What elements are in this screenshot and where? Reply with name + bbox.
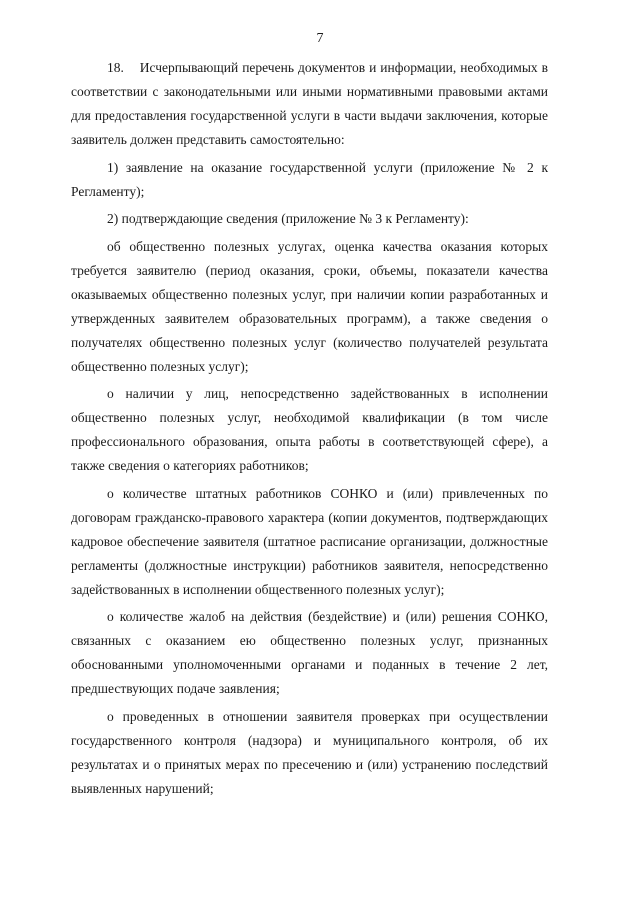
- paragraph-complaints: о количестве жалоб на действия (бездействие) и (или) решения СОНКО, связанных с оказанием ею общественно полезных услуг, признанных обоснованными уполномоченными органами и поданных в течение 2 лет, предшествующих подаче заявления;: [71, 609, 548, 696]
- paragraph-qualification: о наличии у лиц, непосредственно задействованных в исполнении общественно полезных услуг, необходимой квалификации (в том числе профессионального образования, опыта работы в соответствующей сфере), а также сведения о категориях работников;: [71, 386, 548, 473]
- paragraph-confirming-info: 2) подтверждающие сведения (приложение № 3 к Регламенту):: [107, 211, 469, 226]
- paragraph-item-18: 18. Исчерпывающий перечень документов и информации, необходимых в соответствии с законодательными или иными нормативными правовыми актами для предоставления государственной услуги в части выдачи заключения, которые заявитель должен представить самостоятельно:: [71, 60, 548, 147]
- paragraph-inspections: о проведенных в отношении заявителя проверках при осуществлении государственного контроля (надзора) и муниципального контроля, об их результатах и о принятых мерах по пресечению и (или) устранению последствий выявленных нарушений;: [71, 708, 548, 796]
- paragraph-useful-services: об общественно полезных услугах, оценка качества оказания которых требуется заявителю (период оказания, сроки, объемы, показатели качества оказываемых общественно полезных услуг, при наличии копии разработанных и утвержденных заявителем образовательных программ), а также сведения о получателях общественно полезных услуг (количество получателей результата общественно полезных услуг);: [71, 238, 548, 374]
- page-number: 7: [316, 31, 324, 46]
- paragraph-application: 1) заявление на оказание государственной услуги (приложение № 2 к Регламенту);: [71, 159, 548, 199]
- paragraph-staff-count: о количестве штатных работников СОНКО и (или) привлеченных по договорам гражданско-правового характера (копии документов, подтверждающих кадровое обеспечение заявителя (штатное расписание организации, должностные регламенты (должностные инструкции) работников заявителя, непосредственно задействованных в исполнении общественного полезных услуг);: [71, 485, 548, 597]
- document-body: [71, 56, 548, 804]
